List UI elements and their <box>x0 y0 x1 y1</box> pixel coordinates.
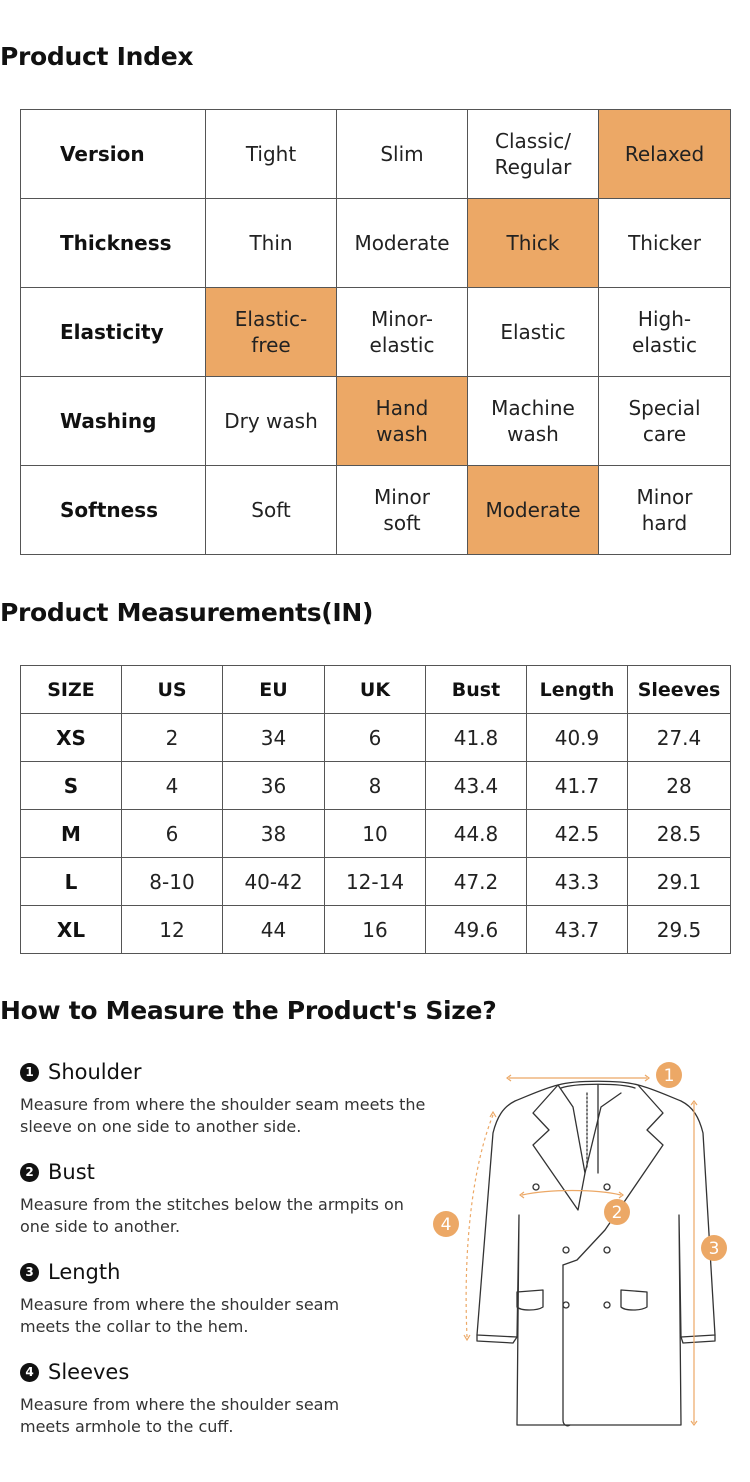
table-cell: 43.7 <box>527 906 628 954</box>
table-cell: 29.1 <box>628 858 731 906</box>
index-cell: Elastic <box>468 288 599 377</box>
step-description: Measure from where the shoulder seam meets the collar to the hem. <box>20 1295 340 1336</box>
index-row-label: Softness <box>21 466 206 555</box>
step-description: Measure from where the shoulder seam meets the sleeve on one side to another side. <box>20 1095 426 1136</box>
table-cell: 28 <box>628 762 731 810</box>
size-cell: XL <box>21 906 122 954</box>
table-cell: 6 <box>122 810 223 858</box>
size-cell: XS <box>21 714 122 762</box>
index-row-washing <box>21 377 731 466</box>
index-row-thickness <box>21 199 731 288</box>
index-row-elasticity <box>21 288 731 377</box>
table-cell: 29.5 <box>628 906 731 954</box>
step-shoulder <box>20 1059 440 1138</box>
table-cell: 27.4 <box>628 714 731 762</box>
marker-bust: 2 <box>611 1203 623 1223</box>
index-cell: High- elastic <box>599 288 731 377</box>
table-cell: 41.8 <box>426 714 527 762</box>
index-row-version <box>21 110 731 199</box>
table-cell: 38 <box>223 810 325 858</box>
table-row <box>21 714 731 762</box>
table-cell: 10 <box>325 810 426 858</box>
table-cell: 44.8 <box>426 810 527 858</box>
table-cell: 49.6 <box>426 906 527 954</box>
step-title: Sleeves <box>48 1360 130 1384</box>
step-bust <box>20 1159 420 1238</box>
table-cell: 41.7 <box>527 762 628 810</box>
coat-diagram <box>425 1055 750 1440</box>
table-cell: 34 <box>223 714 325 762</box>
index-cell: Classic/ Regular <box>468 110 599 199</box>
index-row-label: Version <box>21 110 206 199</box>
column-header: Bust <box>426 666 527 714</box>
step-title: Shoulder <box>48 1060 142 1084</box>
table-cell: 8-10 <box>122 858 223 906</box>
column-header: EU <box>223 666 325 714</box>
index-cell: Tight <box>206 110 337 199</box>
coat-outline-icon <box>425 1055 750 1440</box>
step-description: Measure from the stitches below the armpits on one side to another. <box>20 1195 404 1236</box>
marker-sleeves: 4 <box>440 1215 452 1235</box>
step-length <box>20 1259 380 1338</box>
index-cell: Special care <box>599 377 731 466</box>
column-header: UK <box>325 666 426 714</box>
step-number-badge: 3 <box>20 1263 39 1282</box>
table-cell: 4 <box>122 762 223 810</box>
column-header: Sleeves <box>628 666 731 714</box>
index-cell: Minor hard <box>599 466 731 555</box>
index-cell-selected: Relaxed <box>599 110 731 199</box>
index-cell: Thin <box>206 199 337 288</box>
table-cell: 36 <box>223 762 325 810</box>
size-cell: S <box>21 762 122 810</box>
step-number-badge: 4 <box>20 1363 39 1382</box>
measurements-table <box>20 665 731 954</box>
size-cell: L <box>21 858 122 906</box>
table-cell: 47.2 <box>426 858 527 906</box>
index-cell: Slim <box>337 110 468 199</box>
table-cell: 40.9 <box>527 714 628 762</box>
table-cell: 2 <box>122 714 223 762</box>
step-number-badge: 2 <box>20 1163 39 1182</box>
step-number-badge: 1 <box>20 1063 39 1082</box>
marker-shoulder: 1 <box>663 1066 675 1086</box>
table-cell: 42.5 <box>527 810 628 858</box>
index-cell-selected: Hand wash <box>337 377 468 466</box>
product-index-table <box>20 109 731 555</box>
index-cell: Soft <box>206 466 337 555</box>
table-row <box>21 762 731 810</box>
table-row <box>21 810 731 858</box>
index-cell: Moderate <box>337 199 468 288</box>
index-cell: Minor soft <box>337 466 468 555</box>
table-cell: 43.4 <box>426 762 527 810</box>
table-cell: 8 <box>325 762 426 810</box>
table-cell: 44 <box>223 906 325 954</box>
index-cell: Thicker <box>599 199 731 288</box>
table-cell: 12-14 <box>325 858 426 906</box>
index-cell-selected: Moderate <box>468 466 599 555</box>
marker-length: 3 <box>708 1239 720 1259</box>
index-cell: Machine wash <box>468 377 599 466</box>
product-measurements-title: Product Measurements(IN) <box>0 598 374 627</box>
table-cell: 12 <box>122 906 223 954</box>
size-cell: M <box>21 810 122 858</box>
table-row <box>21 906 731 954</box>
column-header: Length <box>527 666 628 714</box>
index-cell-selected: Elastic- free <box>206 288 337 377</box>
column-header: SIZE <box>21 666 122 714</box>
index-row-label: Elasticity <box>21 288 206 377</box>
index-row-softness <box>21 466 731 555</box>
column-header: US <box>122 666 223 714</box>
index-cell: Dry wash <box>206 377 337 466</box>
table-cell: 16 <box>325 906 426 954</box>
how-to-measure-title: How to Measure the Product's Size? <box>0 996 497 1025</box>
table-cell: 6 <box>325 714 426 762</box>
table-cell: 28.5 <box>628 810 731 858</box>
step-sleeves <box>20 1359 380 1438</box>
index-cell-selected: Thick <box>468 199 599 288</box>
step-title: Length <box>48 1260 121 1284</box>
table-cell: 43.3 <box>527 858 628 906</box>
product-index-title: Product Index <box>0 42 194 71</box>
index-cell: Minor- elastic <box>337 288 468 377</box>
index-row-label: Washing <box>21 377 206 466</box>
index-row-label: Thickness <box>21 199 206 288</box>
step-description: Measure from where the shoulder seam meets armhole to the cuff. <box>20 1395 340 1436</box>
table-row <box>21 858 731 906</box>
step-title: Bust <box>48 1160 95 1184</box>
table-cell: 40-42 <box>223 858 325 906</box>
